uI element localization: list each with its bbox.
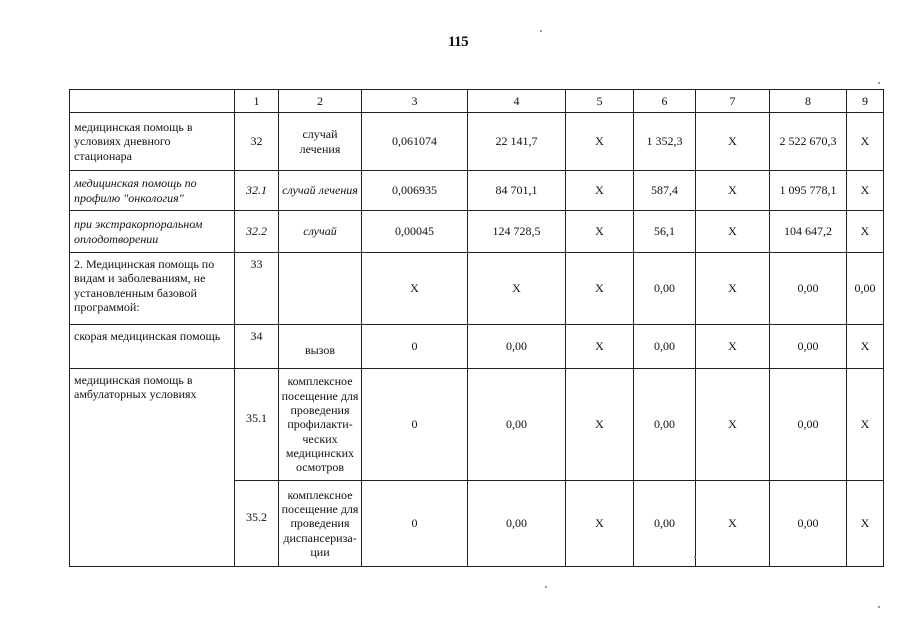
unit-cell: комплексное посещение для проведения диспансериза-ции — [279, 481, 362, 567]
value-cell: 22 141,7 — [468, 113, 566, 171]
row-name-cell: при экстракорпоральном оплодотворении — [70, 211, 235, 253]
header-cell: 2 — [279, 90, 362, 113]
value-cell: Х — [566, 171, 634, 211]
value-cell: 0 — [362, 369, 468, 481]
header-cell: 8 — [770, 90, 847, 113]
value-cell: Х — [847, 171, 884, 211]
value-cell: Х — [566, 113, 634, 171]
value-cell: Х — [566, 211, 634, 253]
code-cell: 32 — [235, 113, 279, 171]
value-cell: 0,00 — [634, 369, 696, 481]
value-cell: 0,00 — [634, 481, 696, 567]
unit-cell: случай лечения — [279, 171, 362, 211]
value-cell: Х — [847, 325, 884, 369]
scan-speck — [540, 30, 542, 32]
value-cell: Х — [566, 325, 634, 369]
code-cell: 33 — [235, 253, 279, 325]
value-cell: 587,4 — [634, 171, 696, 211]
code-cell: 35.2 — [235, 481, 279, 567]
code-cell: 35.1 — [235, 369, 279, 481]
value-cell: 124 728,5 — [468, 211, 566, 253]
code-cell: 32.2 — [235, 211, 279, 253]
scan-speck — [878, 606, 880, 608]
row-name-cell: медицинская помощь в условиях дневного стационара — [70, 113, 235, 171]
value-cell: 0,00 — [468, 481, 566, 567]
value-cell: Х — [847, 481, 884, 567]
value-cell: Х — [696, 369, 770, 481]
value-cell: 0,00 — [770, 369, 847, 481]
value-cell: Х — [696, 481, 770, 567]
unit-cell: комплексное посещение для проведения профилакти-ческих медицинских осмотров — [279, 369, 362, 481]
header-cell: 5 — [566, 90, 634, 113]
value-cell: Х — [847, 113, 884, 171]
value-cell: Х — [696, 171, 770, 211]
value-cell: Х — [696, 325, 770, 369]
value-cell: 0 — [362, 325, 468, 369]
value-cell: Х — [566, 369, 634, 481]
value-cell: Х — [847, 211, 884, 253]
value-cell: 0,00 — [770, 325, 847, 369]
value-cell: Х — [696, 113, 770, 171]
header-cell: 1 — [235, 90, 279, 113]
value-cell: 0,00 — [770, 253, 847, 325]
row-name-cell: 2. Медицинская помощь по видам и заболеваниям, не установленным базовой программой: — [70, 253, 235, 325]
row-name-cell: медицинская помощь по профилю "онкология" — [70, 171, 235, 211]
header-cell: 7 — [696, 90, 770, 113]
value-cell: Х — [847, 369, 884, 481]
table-row — [70, 171, 884, 211]
value-cell: 1 352,3 — [634, 113, 696, 171]
row-name-cell: скорая медицинская помощь — [70, 325, 235, 369]
code-cell: 34 — [235, 325, 279, 369]
value-cell: 0,00 — [770, 481, 847, 567]
unit-cell: случай — [279, 211, 362, 253]
value-cell: 0,00 — [847, 253, 884, 325]
value-cell: Х — [468, 253, 566, 325]
value-cell: Х — [696, 211, 770, 253]
scan-speck — [694, 556, 696, 558]
table-row — [70, 369, 884, 481]
unit-cell — [279, 253, 362, 325]
value-cell: 0,00 — [634, 325, 696, 369]
value-cell: Х — [696, 253, 770, 325]
header-cell — [70, 90, 235, 113]
value-cell: 0,00 — [634, 253, 696, 325]
code-cell: 32.1 — [235, 171, 279, 211]
data-table — [69, 89, 884, 567]
header-row — [70, 90, 884, 113]
value-cell: 2 522 670,3 — [770, 113, 847, 171]
row-name-cell: медицинская помощь в амбулаторных условиях — [70, 369, 235, 567]
header-cell: 9 — [847, 90, 884, 113]
header-cell: 6 — [634, 90, 696, 113]
value-cell: Х — [566, 481, 634, 567]
unit-cell: вызов — [279, 325, 362, 369]
scan-speck — [545, 586, 547, 588]
header-cell: 3 — [362, 90, 468, 113]
value-cell: Х — [566, 253, 634, 325]
value-cell: 0,00 — [468, 369, 566, 481]
scan-speck — [878, 82, 880, 84]
table-row — [70, 325, 884, 369]
value-cell: 104 647,2 — [770, 211, 847, 253]
table-row — [70, 211, 884, 253]
unit-cell: случай лечения — [279, 113, 362, 171]
value-cell: 0,00045 — [362, 211, 468, 253]
value-cell: 1 095 778,1 — [770, 171, 847, 211]
value-cell: 0,00 — [468, 325, 566, 369]
value-cell: 0,061074 — [362, 113, 468, 171]
table-row — [70, 253, 884, 325]
value-cell: 0 — [362, 481, 468, 567]
page-number: 115 — [448, 34, 469, 50]
value-cell: Х — [362, 253, 468, 325]
table-row — [70, 113, 884, 171]
header-cell: 4 — [468, 90, 566, 113]
value-cell: 0,006935 — [362, 171, 468, 211]
value-cell: 84 701,1 — [468, 171, 566, 211]
value-cell: 56,1 — [634, 211, 696, 253]
